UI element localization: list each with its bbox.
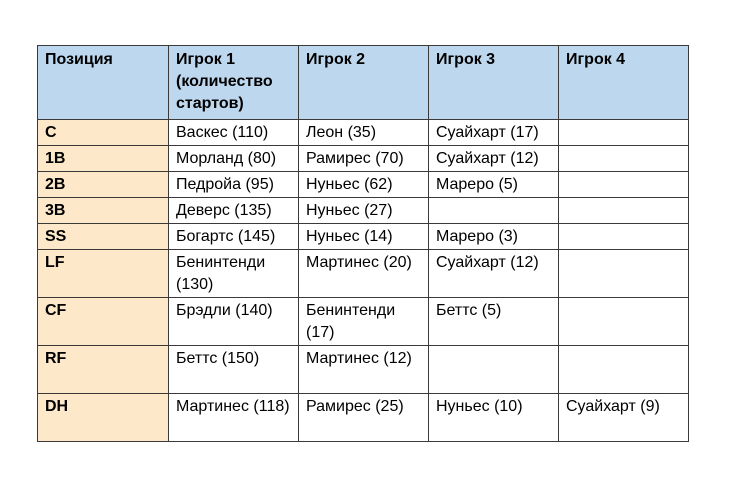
position-cell: SS — [38, 224, 169, 250]
header-player-1: Игрок 1 (количество стартов) — [169, 46, 299, 120]
player-cell — [559, 298, 689, 346]
player-cell — [429, 198, 559, 224]
player-cell: Нуньес (62) — [299, 172, 429, 198]
player-cell: Бенинтенди (130) — [169, 250, 299, 298]
table-row — [38, 224, 689, 250]
player-cell: Леон (35) — [299, 120, 429, 146]
player-cell: Морланд (80) — [169, 146, 299, 172]
table-row — [38, 346, 689, 394]
table-row — [38, 198, 689, 224]
header-player-3: Игрок 3 — [429, 46, 559, 120]
depth-chart-table — [37, 45, 689, 442]
player-cell — [429, 346, 559, 394]
table-row — [38, 250, 689, 298]
player-cell: Суайхарт (12) — [429, 146, 559, 172]
position-cell: 3B — [38, 198, 169, 224]
player-cell: Деверс (135) — [169, 198, 299, 224]
position-cell: CF — [38, 298, 169, 346]
player-cell — [559, 198, 689, 224]
table-row — [38, 394, 689, 442]
position-cell: C — [38, 120, 169, 146]
player-cell: Мартинес (20) — [299, 250, 429, 298]
player-cell — [559, 224, 689, 250]
table-row — [38, 146, 689, 172]
player-cell: Беттс (5) — [429, 298, 559, 346]
player-cell: Васкес (110) — [169, 120, 299, 146]
player-cell: Мареро (5) — [429, 172, 559, 198]
player-cell: Суайхарт (17) — [429, 120, 559, 146]
player-cell: Беттс (150) — [169, 346, 299, 394]
player-cell: Мартинес (118) — [169, 394, 299, 442]
table-row — [38, 120, 689, 146]
table-header-row — [38, 46, 689, 120]
player-cell: Богартс (145) — [169, 224, 299, 250]
player-cell: Мареро (3) — [429, 224, 559, 250]
position-cell: DH — [38, 394, 169, 442]
header-player-4: Игрок 4 — [559, 46, 689, 120]
header-position: Позиция — [38, 46, 169, 120]
header-player-2: Игрок 2 — [299, 46, 429, 120]
player-cell: Нуньес (14) — [299, 224, 429, 250]
player-cell — [559, 120, 689, 146]
table-row — [38, 172, 689, 198]
player-cell: Мартинес (12) — [299, 346, 429, 394]
table-row — [38, 298, 689, 346]
player-cell: Рамирес (25) — [299, 394, 429, 442]
position-cell: RF — [38, 346, 169, 394]
position-cell: 2B — [38, 172, 169, 198]
player-cell: Педройа (95) — [169, 172, 299, 198]
player-cell: Суайхарт (9) — [559, 394, 689, 442]
player-cell: Бенинтенди (17) — [299, 298, 429, 346]
player-cell — [559, 172, 689, 198]
position-cell: LF — [38, 250, 169, 298]
player-cell — [559, 346, 689, 394]
player-cell — [559, 146, 689, 172]
player-cell: Рамирес (70) — [299, 146, 429, 172]
player-cell: Суайхарт (12) — [429, 250, 559, 298]
player-cell — [559, 250, 689, 298]
player-cell: Нуньес (27) — [299, 198, 429, 224]
position-cell: 1B — [38, 146, 169, 172]
depth-chart-table-container — [37, 45, 689, 442]
player-cell: Нуньес (10) — [429, 394, 559, 442]
player-cell: Брэдли (140) — [169, 298, 299, 346]
